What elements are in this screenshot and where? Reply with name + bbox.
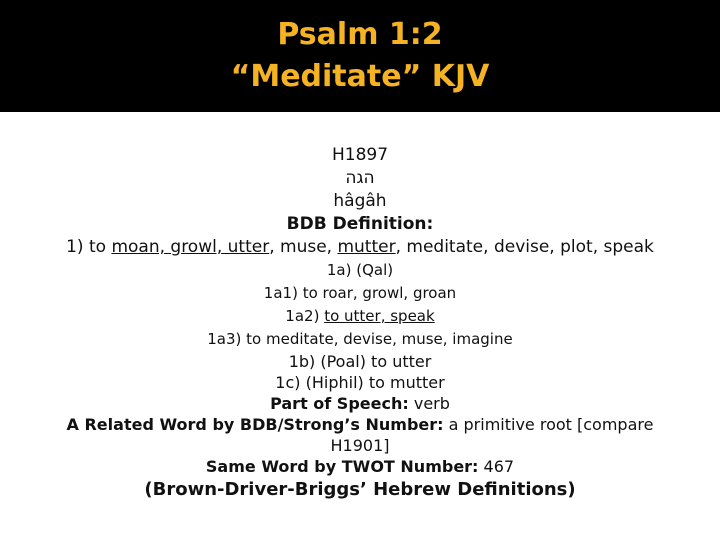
transliteration: hâgâh: [333, 191, 387, 211]
related-word-cont: H1901]: [330, 436, 390, 455]
definition-1a: 1a) (Qal): [326, 261, 394, 279]
part-of-speech: [0, 393, 720, 414]
definition-1: [0, 236, 720, 259]
pos-value: verb: [408, 394, 450, 413]
definition-1a2: [0, 305, 720, 328]
def1-underlined-mutter: mutter: [337, 237, 396, 257]
def1-prefix: 1) to: [66, 237, 112, 257]
twot-label: Same Word by TWOT Number:: [205, 457, 479, 476]
twot-value: 467: [478, 457, 515, 476]
slide-title-line1: Psalm 1:2: [277, 17, 443, 52]
definition-body: [0, 144, 720, 503]
pos-label: Part of Speech:: [270, 394, 409, 413]
related-value: a primitive root [compare: [443, 415, 654, 434]
definition-1a1: 1a1) to roar, growl, groan: [263, 284, 457, 302]
source-citation: (Brown-Driver-Briggs’ Hebrew Definitions): [144, 479, 576, 500]
def1a2-underlined: to utter, speak: [324, 307, 435, 325]
slide-title-line2: “Meditate” KJV: [230, 59, 490, 94]
def1-sep: , muse,: [269, 237, 338, 257]
def1-rest: , meditate, devise, plot, speak: [395, 237, 654, 257]
hebrew-word: הגה: [345, 168, 375, 188]
bdb-definition-label: [0, 213, 720, 236]
title-banner: [0, 0, 720, 112]
twot-number: [0, 456, 720, 477]
strongs-number: H1897: [331, 145, 389, 165]
definition-1b: 1b) (Poal) to utter: [288, 352, 432, 371]
def1-underlined-moan: moan, growl, utter: [111, 237, 270, 257]
related-word: [0, 414, 720, 435]
related-label: A Related Word by BDB/Strong’s Number:: [66, 415, 444, 434]
definition-1a3: 1a3) to meditate, devise, muse, imagine: [207, 330, 513, 348]
def1a2-prefix: 1a2): [285, 307, 325, 325]
definition-1c: 1c) (Hiphil) to mutter: [275, 373, 445, 392]
bdb-label-text: BDB Definition:: [286, 214, 434, 234]
